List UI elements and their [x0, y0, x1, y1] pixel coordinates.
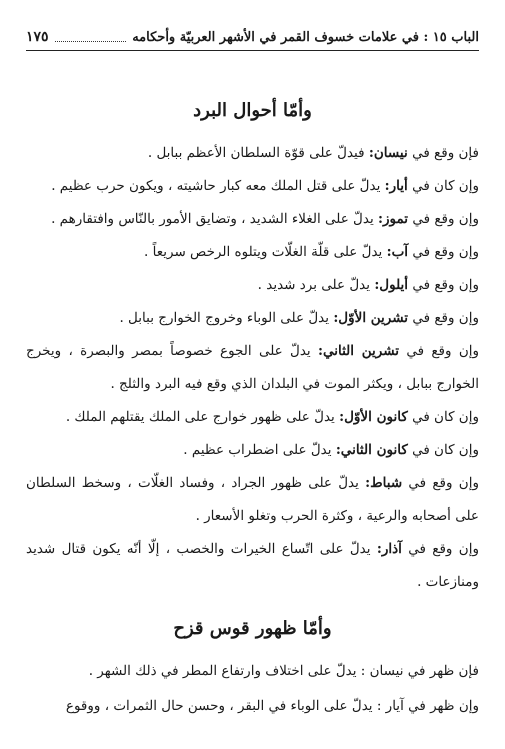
month-name: كانون الأوّل:: [339, 409, 408, 425]
paragraph-tammuz: وإن وقع في تموز: يدلّ على الغلاء الشديد ، وتضايق الأمور بالنّاس وافتقارهم .: [51, 211, 479, 227]
month-name: تشرين الثاني:: [318, 343, 400, 359]
paragraph-tishrin-1: وإن وقع في تشرين الأوّل: يدلّ على الوباء وخروج الخوارج ببابل .: [119, 310, 479, 326]
month-name: تشرين الأوّل:: [333, 310, 409, 326]
month-name: آذار:: [376, 541, 402, 557]
paragraph-kanun-1: وإن كان في كانون الأوّل: يدلّ على ظهور خوارج على الملك يقتلهم الملك .: [65, 409, 479, 425]
running-header: [26, 26, 479, 48]
month-name: شباط:: [365, 475, 403, 491]
paragraph-nisan: فإن وقع في نيسان: فيدلّ على قوّة السلطان الأعظم ببابل .: [147, 145, 479, 161]
leader-dots: [55, 32, 127, 42]
page-number: ١٧٥: [26, 29, 49, 45]
paragraph-tishrin-2: وإن وقع في تشرين الثاني: يدلّ على الجوع خصوصاً بمصر والبصرة ، ويخرج الخوارج ببابل ، ويكثر الموت في البلدان الذي وقع فيه البرد والثلج .: [26, 343, 480, 392]
month-name: تموز:: [378, 211, 409, 227]
month-name: آب:: [386, 244, 409, 260]
paragraph-kanun-2: وإن كان في كانون الثاني: يدلّ على اضطراب عظيم .: [183, 442, 479, 458]
section-heading-rainbow: وأمّا ظهور قوس قزح: [173, 618, 332, 639]
paragraph-shubat: وإن وقع في شباط: يدلّ على ظهور الجراد ، وفساد الغلّات ، وسخط السلطان على أصحابه والرعية ، وكثرة الحرب وتغلو الأسعار .: [26, 475, 479, 524]
paragraph-rainbow-nisan: فإن ظهر في نيسان : يدلّ على اختلاف وارتفاع المطر في ذلك الشهر .: [88, 663, 479, 679]
paragraph-ab: وإن وقع في آب: يدلّ على قلّة الغلّات ويتلوه الرخص سريعاً .: [144, 244, 479, 260]
paragraph-adhar: وإن وقع في آذار: يدلّ على اتّساع الخيرات والخصب ، إلّا أنّه يكون قتال شديد ومنازعات .: [26, 541, 479, 590]
section-heading-cold: وأمّا أحوال البرد: [193, 100, 312, 121]
month-name: كانون الثاني:: [335, 442, 408, 458]
chapter-title: الباب ١٥ : في علامات خسوف القمر في الأشهر العربيّة وأحكامه: [132, 29, 479, 45]
paragraph-rainbow-ayyar: وإن ظهر في آيار : يدلّ على الوباء في البقر ، وحسن حال الثمرات ، ووقوع: [65, 698, 479, 714]
paragraph-ayyar: وإن كان في أيار: يدلّ على قتل الملك معه كبار حاشيته ، ويكون حرب عظيم .: [51, 178, 479, 194]
month-name: أيلول:: [374, 277, 409, 293]
month-name: أيار:: [384, 178, 408, 194]
month-name: نيسان:: [368, 145, 408, 161]
paragraph-aylul: وإن وقع في أيلول: يدلّ على برد شديد .: [257, 277, 479, 293]
header-rule: [26, 50, 479, 51]
